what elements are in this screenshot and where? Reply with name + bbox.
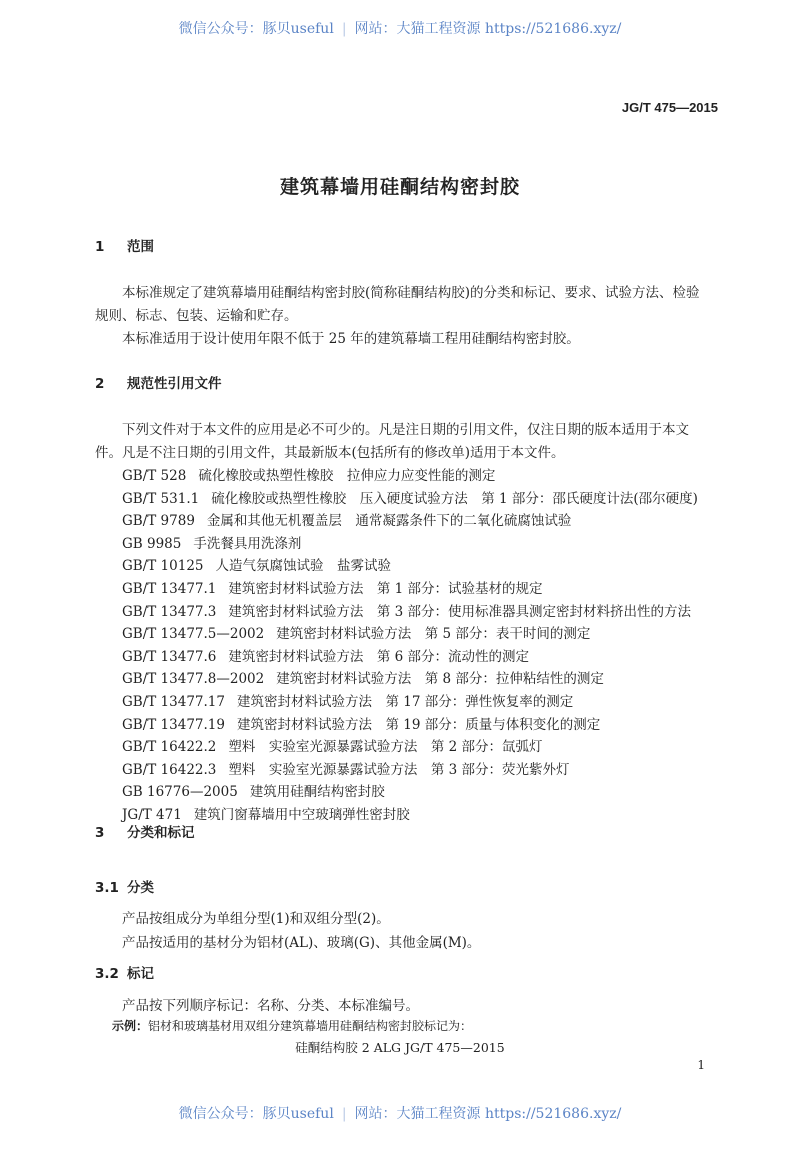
paragraph-line: 下列文件对于本文件的应用是必不可少的。凡是注日期的引用文件，仅注日期的版本适用于本文 <box>122 422 689 438</box>
reference-item <box>122 780 385 800</box>
page-number: 1 <box>697 1058 705 1072</box>
section-number: 1 <box>95 239 105 255</box>
marking-example: 硅酮结构胶 2 ALG JG/T 475—2015 <box>295 1040 505 1055</box>
paragraph-line: 产品按适用的基材分为铝材(AL)、玻璃(G)、其他金属(M)。 <box>122 935 481 951</box>
watermark-separator: | <box>341 21 347 37</box>
reference-code: GB/T 531.1 <box>122 490 200 507</box>
reference-item <box>122 464 495 484</box>
reference-item <box>122 622 590 642</box>
reference-title: 建筑密封材料试验方法 第 17 部分：弹性恢复率的测定 <box>236 694 574 710</box>
reference-item <box>122 577 543 597</box>
reference-item <box>122 667 604 687</box>
reference-item <box>122 532 301 552</box>
reference-title: 硫化橡胶或热塑性橡胶 拉伸应力应变性能的测定 <box>198 468 496 484</box>
reference-item <box>122 600 691 620</box>
watermark-bottom <box>0 1103 800 1123</box>
reference-item <box>122 554 391 574</box>
reference-code: GB 9985 <box>122 535 182 552</box>
reference-code: GB/T 16422.2 <box>122 739 217 756</box>
section-number: 3.1 <box>95 880 119 896</box>
reference-item <box>122 487 698 507</box>
watermark-wechat: 微信公众号：豚贝useful <box>178 21 334 37</box>
section-1-heading <box>95 235 154 255</box>
reference-title: 金属和其他无机覆盖层 通常凝露条件下的二氧化硫腐蚀试验 <box>206 513 572 530</box>
section-number: 2 <box>95 376 105 392</box>
reference-title: 建筑用硅酮结构密封胶 <box>249 784 385 801</box>
paragraph-line: 本标准适用于设计使用年限不低于 25 年的建筑幕墙工程用硅酮结构密封胶。 <box>122 331 580 347</box>
reference-title: 建筑门窗幕墙用中空玻璃弹性密封胶 <box>193 807 410 823</box>
reference-code: GB 16776—2005 <box>122 784 238 801</box>
reference-title: 塑料 实验室光源暴露试验方法 第 2 部分：氙弧灯 <box>228 739 543 756</box>
watermark-top <box>0 18 800 38</box>
reference-item <box>122 713 600 733</box>
watermark-site: 网站：大猫工程资源 https://521686.xyz/ <box>354 1106 622 1122</box>
reference-code: GB/T 9789 <box>122 513 195 530</box>
reference-code: GB/T 13477.5—2002 <box>122 626 265 643</box>
watermark-site: 网站：大猫工程资源 https://521686.xyz/ <box>354 21 622 37</box>
section-3-heading <box>95 821 195 841</box>
reference-code: GB/T 13477.3 <box>122 603 217 620</box>
reference-code: GB/T 10125 <box>122 558 204 575</box>
reference-title: 手洗餐具用洗涤剂 <box>193 535 302 552</box>
section-number: 3 <box>95 825 105 841</box>
example-label: 示例： <box>112 1019 149 1033</box>
reference-item <box>122 803 410 823</box>
reference-item <box>122 735 543 755</box>
reference-code: GB/T 528 <box>122 468 187 484</box>
section-title: 分类 <box>127 880 154 896</box>
paragraph-line: 产品按组成分为单组分型(1)和双组分型(2)。 <box>122 911 390 927</box>
watermark-wechat: 微信公众号：豚贝useful <box>178 1106 334 1122</box>
section-3-2-heading <box>95 962 154 982</box>
reference-code: GB/T 13477.8—2002 <box>122 671 265 688</box>
paragraph-line: 本标准规定了建筑幕墙用硅酮结构密封胶(简称硅酮结构胶)的分类和标记、要求、试验方法、检验 <box>122 285 700 301</box>
section-title: 范围 <box>127 239 154 255</box>
reference-code: GB/T 16422.3 <box>122 761 217 778</box>
section-title: 分类和标记 <box>127 825 195 841</box>
reference-code: GB/T 13477.19 <box>122 716 225 733</box>
reference-title: 建筑密封材料试验方法 第 6 部分：流动性的测定 <box>228 648 530 665</box>
document-title: 建筑幕墙用硅酮结构密封胶 <box>279 176 520 198</box>
reference-code: GB/T 13477.6 <box>122 648 217 665</box>
reference-title: 建筑密封材料试验方法 第 3 部分：使用标准器具测定密封材料挤出性的方法 <box>228 603 692 620</box>
paragraph-line: 产品按下列顺序标记：名称、分类、本标准编号。 <box>122 998 419 1014</box>
example-line <box>112 1017 472 1034</box>
reference-title: 塑料 实验室光源暴露试验方法 第 3 部分：荧光紫外灯 <box>228 761 570 778</box>
reference-item <box>122 690 573 710</box>
reference-item <box>122 645 529 665</box>
reference-code: GB/T 13477.1 <box>122 581 217 597</box>
reference-title: 建筑密封材料试验方法 第 8 部分：拉伸粘结性的测定 <box>276 671 604 688</box>
reference-title: 建筑密封材料试验方法 第 1 部分：试验基材的规定 <box>228 581 543 597</box>
section-3-1-heading <box>95 876 154 896</box>
reference-title: 建筑密封材料试验方法 第 5 部分：表干时间的测定 <box>276 626 591 643</box>
reference-item <box>122 509 571 529</box>
reference-code: GB/T 13477.17 <box>122 694 225 710</box>
paragraph-line: 规则、标志、包装、运输和贮存。 <box>95 308 298 324</box>
section-2-heading <box>95 372 222 392</box>
example-text: 铝材和玻璃基材用双组分建筑幕墙用硅酮结构密封胶标记为： <box>148 1019 473 1033</box>
standard-number: JG/T 475—2015 <box>621 100 718 115</box>
reference-item <box>122 758 570 778</box>
reference-title: 人造气氛腐蚀试验 盐雾试验 <box>215 558 391 575</box>
reference-title: 硫化橡胶或热塑性橡胶 压入硬度试验方法 第 1 部分：邵氏硬度计法(邵尔硬度) <box>211 490 698 507</box>
section-number: 3.2 <box>95 966 119 982</box>
reference-code: JG/T 471 <box>122 807 182 823</box>
reference-title: 建筑密封材料试验方法 第 19 部分：质量与体积变化的测定 <box>236 716 601 733</box>
section-title: 标记 <box>127 966 154 982</box>
watermark-separator: | <box>341 1106 347 1122</box>
section-title: 规范性引用文件 <box>127 376 222 392</box>
paragraph-line: 件。凡是不注日期的引用文件，其最新版本(包括所有的修改单)适用于本文件。 <box>95 445 565 461</box>
